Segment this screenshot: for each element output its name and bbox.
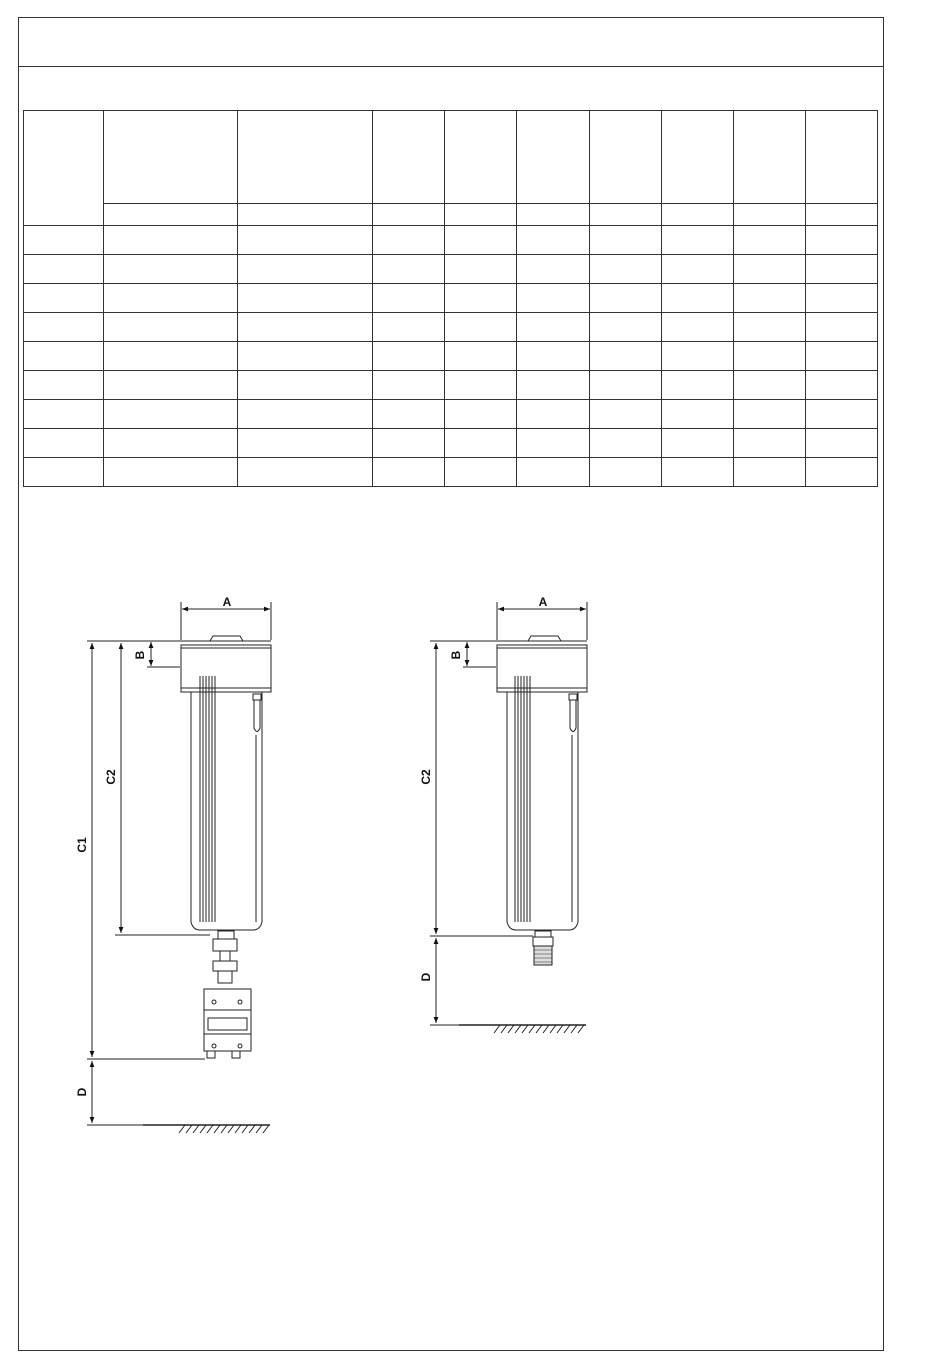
dim-label-b-left: B [133,650,147,660]
dim-label-a-right: A [538,595,548,609]
left-filter-drawing [87,602,271,1133]
dim-label-b-right: B [449,650,463,660]
dim-label-c1-left: C1 [75,837,89,853]
dim-label-a-left: A [222,595,232,609]
dim-label-c2-left: C2 [104,769,118,785]
dim-label-d-left: D [75,1087,89,1097]
dim-label-c2-right: C2 [419,769,433,785]
right-filter-drawing [430,602,587,1033]
dim-label-d-right: D [419,972,433,982]
